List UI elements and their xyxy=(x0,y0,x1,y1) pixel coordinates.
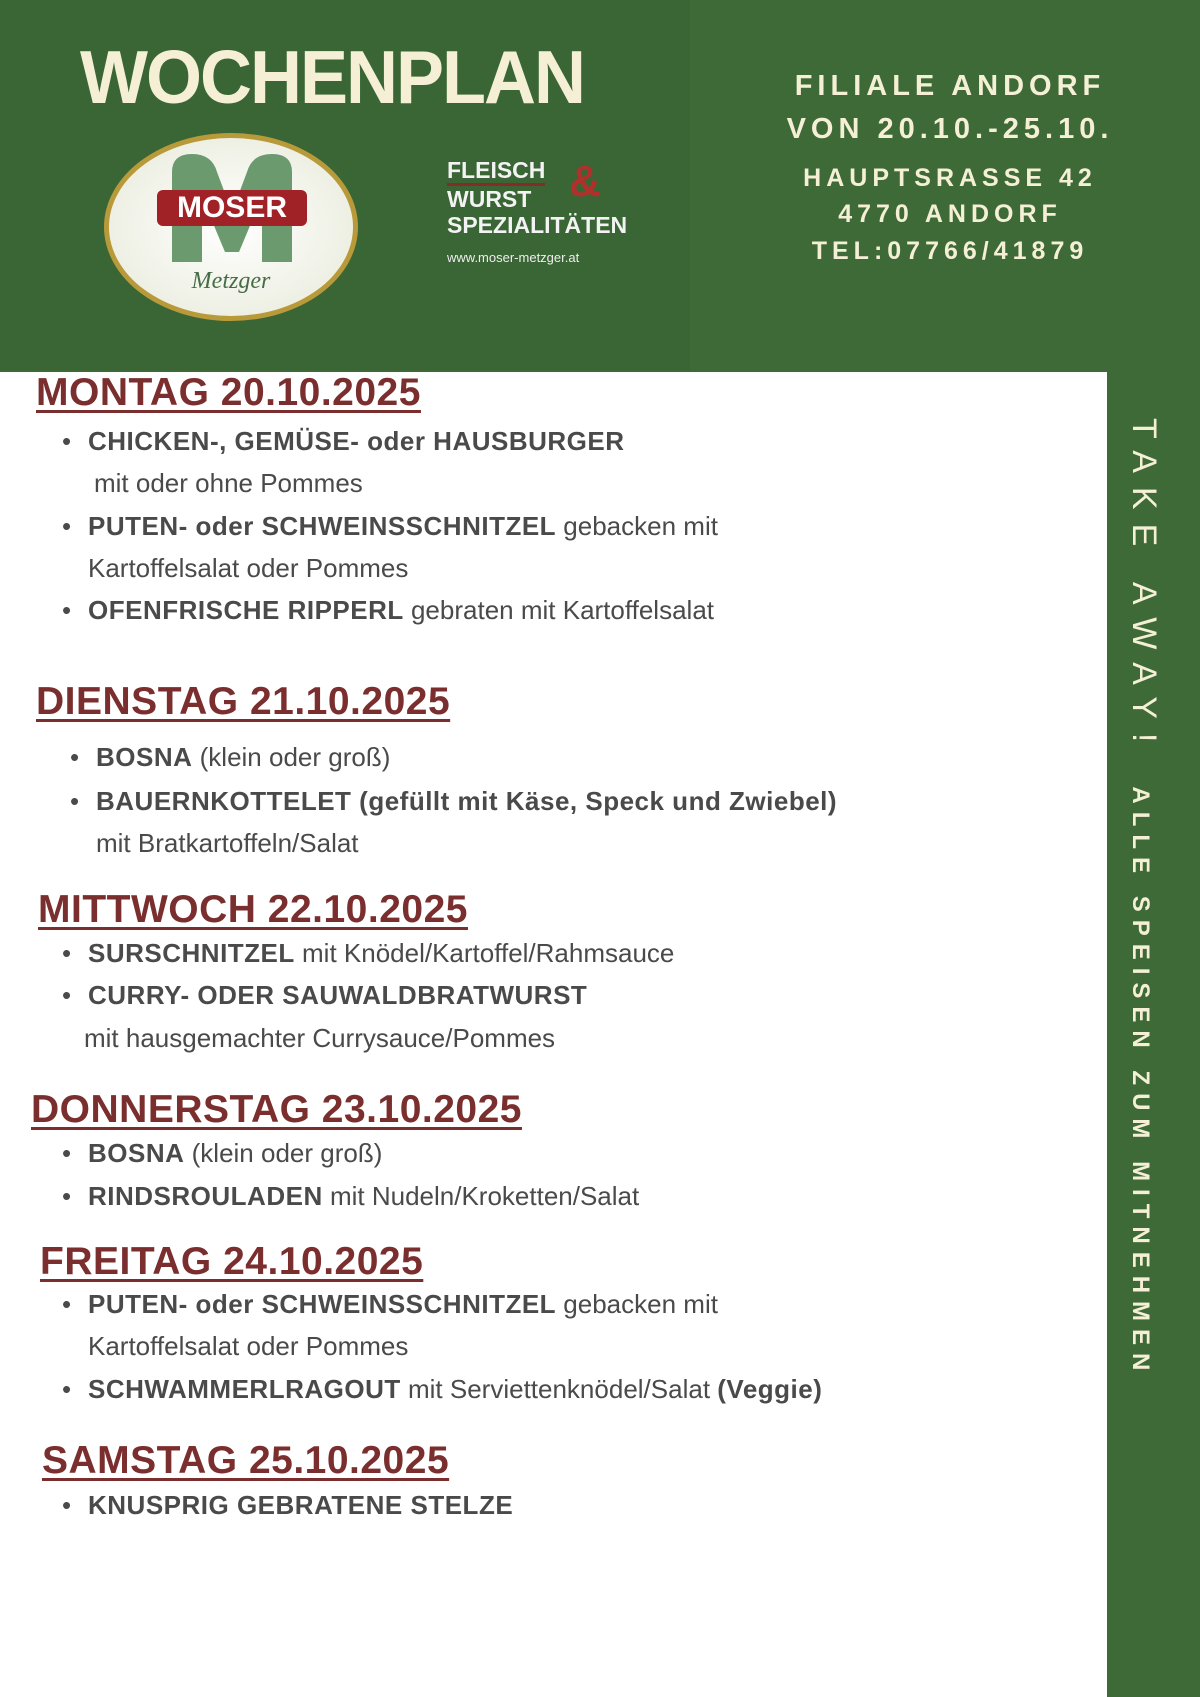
period: VON 20.10.-25.10. xyxy=(786,113,1114,145)
day-heading: DONNERSTAG 23.10.2025 xyxy=(31,1088,522,1131)
dish-name: CURRY- ODER SAUWALDBRATWURST xyxy=(88,980,588,1010)
dish-detail: gebacken mit xyxy=(556,1289,718,1319)
dish-detail: gebraten mit Kartoffelsalat xyxy=(403,595,714,625)
bullet-icon: • xyxy=(62,1289,72,1319)
day-heading: DIENSTAG 21.10.2025 xyxy=(36,680,451,723)
dish-name: CHICKEN-, GEMÜSE- oder HAUSBURGER xyxy=(88,426,625,456)
menu-item xyxy=(88,980,587,1010)
menu-item xyxy=(88,426,625,456)
bullet-icon: • xyxy=(62,426,72,456)
dish-detail: mit Knödel/Kartoffel/Rahmsauce xyxy=(294,938,675,968)
dish-detail: mit Serviettenknödel/Salat xyxy=(400,1374,718,1404)
dish-name: BAUERNKOTTELET (gefüllt mit Käse, Speck und Zwiebel) xyxy=(96,786,838,816)
dish-description: Kartoffelsalat oder Pommes xyxy=(88,553,409,583)
bullet-icon: • xyxy=(62,511,72,541)
dish-detail: (klein oder groß) xyxy=(192,742,391,772)
address-street: HAUPTSRASSE 42 xyxy=(803,164,1097,192)
ampersand: & xyxy=(569,157,601,206)
bullet-icon: • xyxy=(70,742,80,772)
dish-name: BOSNA xyxy=(96,742,193,772)
menu-item xyxy=(88,1374,822,1404)
menu-item xyxy=(88,1490,513,1520)
dish-description: mit Bratkartoffeln/Salat xyxy=(96,828,359,858)
menu-item xyxy=(88,511,718,541)
logo-metzger-text: Metzger xyxy=(191,268,271,294)
logo-line: SPEZIALITÄTEN xyxy=(447,212,628,238)
moser-metzger-logo xyxy=(104,133,358,321)
veggie-tag: (Veggie) xyxy=(717,1374,823,1404)
day-heading: FREITAG 24.10.2025 xyxy=(40,1240,424,1283)
bullet-icon: • xyxy=(62,595,72,625)
menu-item xyxy=(96,742,390,772)
bullet-icon: • xyxy=(62,1181,72,1211)
dish-name: KNUSPRIG GEBRATENE STELZE xyxy=(88,1490,514,1520)
dish-detail: (klein oder groß) xyxy=(184,1138,383,1168)
menu-item xyxy=(88,595,714,625)
dish-name: PUTEN- oder SCHWEINSSCHNITZEL xyxy=(88,511,557,541)
logo-line: WURST xyxy=(447,186,532,212)
phone: TEL:07766/41879 xyxy=(811,237,1089,265)
bullet-icon: • xyxy=(62,1490,72,1520)
menu-item xyxy=(88,938,674,968)
bullet-icon: • xyxy=(70,786,80,816)
dish-description: mit hausgemachter Currysauce/Pommes xyxy=(84,1023,556,1053)
bullet-icon: • xyxy=(62,980,72,1010)
dish-name: PUTEN- oder SCHWEINSSCHNITZEL xyxy=(88,1289,557,1319)
website-url: www.moser-metzger.at xyxy=(447,250,580,265)
page-title: WOCHENPLAN xyxy=(80,36,584,121)
logo-moser-text: MOSER xyxy=(157,190,307,226)
take-away-label: TAKE AWAY! xyxy=(1125,418,1163,757)
dish-detail: mit Nudeln/Kroketten/Salat xyxy=(322,1181,640,1211)
dish-name: SURSCHNITZEL xyxy=(88,938,295,968)
address-city: 4770 ANDORF xyxy=(838,200,1062,228)
bullet-icon: • xyxy=(62,938,72,968)
menu-item xyxy=(88,1289,718,1319)
branch-name: FILIALE ANDORF xyxy=(794,70,1106,102)
dish-name: BOSNA xyxy=(88,1138,185,1168)
dish-detail: gebacken mit xyxy=(556,511,718,541)
day-heading: MITTWOCH 22.10.2025 xyxy=(38,888,468,931)
dish-name: RINDSROULADEN xyxy=(88,1181,323,1211)
fleisch-wurst-logo xyxy=(447,157,627,277)
menu-item xyxy=(96,786,837,816)
dish-name: OFENFRISCHE RIPPERL xyxy=(88,595,404,625)
header-banner xyxy=(0,0,1200,372)
take-away-note: ALLE SPEISEN ZUM MITNEHMEN xyxy=(1127,786,1154,1379)
bullet-icon: • xyxy=(62,1374,72,1404)
dish-description: Kartoffelsalat oder Pommes xyxy=(88,1331,409,1361)
bullet-icon: • xyxy=(62,1138,72,1168)
take-away-text xyxy=(1124,418,1163,1378)
day-heading: SAMSTAG 25.10.2025 xyxy=(42,1439,450,1482)
day-heading: MONTAG 20.10.2025 xyxy=(36,371,421,414)
menu-item xyxy=(88,1138,382,1168)
menu-item xyxy=(88,1181,639,1211)
dish-description: mit oder ohne Pommes xyxy=(94,468,363,498)
logo-line: FLEISCH xyxy=(447,157,545,186)
dish-name: SCHWAMMERLRAGOUT xyxy=(88,1374,401,1404)
